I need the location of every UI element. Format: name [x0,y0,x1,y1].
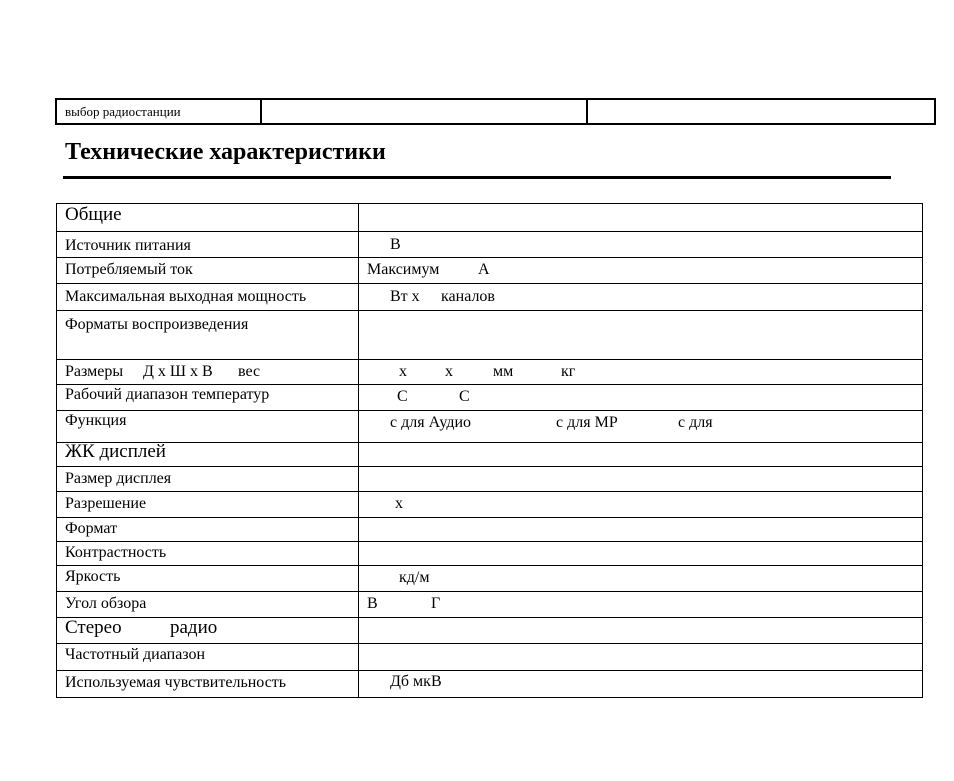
function-other: с для [678,414,713,431]
spec-row-formats [57,311,923,360]
temp-range-value [359,385,923,411]
format-label: Формат [57,518,359,542]
function-audio: с для Аудио [390,414,472,431]
function-label: Функция [57,411,359,443]
formats-label: Форматы воспроизведения [57,311,359,360]
temp-range-label: Рабочий диапазон температур [57,385,359,411]
sensitivity-value [359,671,923,698]
current-value [359,258,923,284]
brightness-label: Яркость [57,566,359,592]
formats-value [359,311,923,360]
dimensions-label-axes: Д х Ш х В [143,363,213,380]
dimensions-x-2: х [445,363,453,380]
freq-range-label: Частотный диапазон [57,644,359,671]
spec-row-dimensions [57,360,923,385]
spec-row-current [57,258,923,284]
resolution-value [359,492,923,518]
function-mp: с для МР [556,414,618,431]
section-row-stereo [57,618,923,644]
view-angle-value [359,592,923,618]
spec-row-freq-range [57,644,923,671]
temp-max-unit: С [459,388,470,405]
output-power-label: Максимальная выходная мощность [57,284,359,311]
spec-row-power-source [57,232,923,258]
power-source-unit: В [390,236,401,253]
sensitivity-unit: Дб мкВ [390,673,442,690]
spec-row-function [57,411,923,443]
output-power-value [359,284,923,311]
contrast-value [359,542,923,566]
view-angle-label: Угол обзора [57,592,359,618]
resolution-x: х [395,495,403,512]
section-row-lcd [57,443,923,467]
spec-row-brightness [57,566,923,592]
contrast-label: Контрастность [57,542,359,566]
section-lcd-value [359,443,923,467]
section-general: Общие [57,204,359,232]
spec-row-sensitivity [57,671,923,698]
section-general-value [359,204,923,232]
section-stereo [57,618,359,644]
spec-row-resolution [57,492,923,518]
function-value [359,411,923,443]
section-lcd: ЖК дисплей [57,443,359,467]
spec-row-output-power [57,284,923,311]
brightness-unit: кд/м [399,569,430,586]
radio-selection-row [56,99,935,124]
output-power-channels: каналов [441,288,495,305]
current-max-text: Максимум [367,261,440,278]
resolution-label: Разрешение [57,492,359,518]
dimensions-unit-kg: кг [561,363,576,380]
temp-min-unit: С [397,388,408,405]
specifications-table [56,203,923,698]
radio-selection-label: выбор радиостанции [56,99,261,124]
dimensions-label-main: Размеры [65,363,124,380]
dimensions-value [359,360,923,385]
radio-selection-table [55,98,936,125]
display-size-value [359,467,923,492]
output-power-watts: Вт х [390,288,420,305]
current-label: Потребляемый ток [57,258,359,284]
sensitivity-label: Используемая чувствительность [57,671,359,698]
section-row-general [57,204,923,232]
section-stereo-word: Стерео [65,617,122,638]
spec-row-temp-range [57,385,923,411]
dimensions-x-1: х [399,363,407,380]
brightness-value [359,566,923,592]
radio-selection-cell-3 [587,99,935,124]
format-value [359,518,923,542]
display-size-label: Размер дисплея [57,467,359,492]
spec-row-format [57,518,923,542]
dimensions-label-weight: вес [238,363,261,380]
spec-row-display-size [57,467,923,492]
radio-selection-cell-2 [261,99,587,124]
view-angle-vertical: В [367,595,378,612]
title-divider [63,176,891,179]
dimensions-label [57,360,359,385]
freq-range-value [359,644,923,671]
current-unit: А [478,261,490,278]
section-stereo-radio-word: радио [170,617,218,638]
spec-row-view-angle [57,592,923,618]
power-source-value [359,232,923,258]
power-source-label: Источник питания [57,232,359,258]
dimensions-unit-mm: мм [493,363,514,380]
view-angle-horizontal: Г [431,595,441,612]
page-title: Технические характеристики [65,139,386,165]
spec-row-contrast [57,542,923,566]
section-stereo-value [359,618,923,644]
